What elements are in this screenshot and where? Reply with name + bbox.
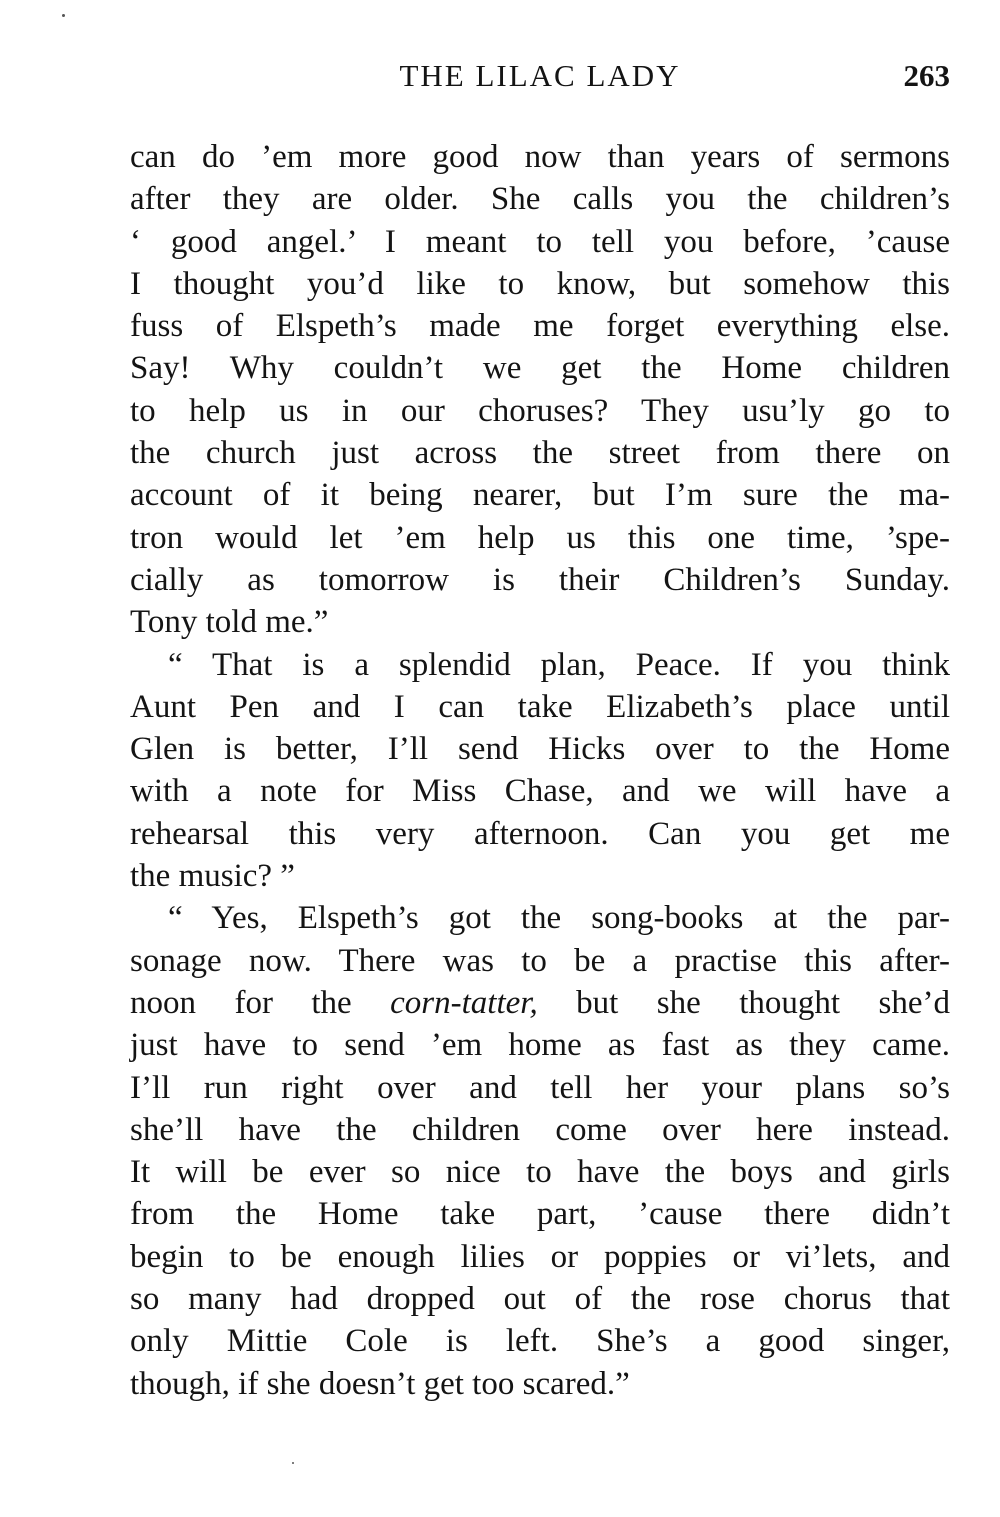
text-line: cially as tomorrow is their Children’s Sunday. [130, 561, 950, 598]
text-line [130, 982, 950, 1024]
text-line: Say! Why couldn’t we get the Home children [130, 350, 950, 387]
text-line: “ That is a splendid plan, Peace. If you think [168, 646, 950, 683]
text-run: noon for the [130, 984, 391, 1021]
text-line: after they are older. She calls you the children’s [130, 181, 950, 218]
text-line: I thought you’d like to know, but somehow this [130, 265, 950, 302]
scan-speck [292, 1462, 294, 1464]
text-line: though, if she doesn’t get too scared.” [130, 1365, 630, 1402]
text-line: with a note for Miss Chase, and we will have a [130, 773, 950, 810]
text-line: sonage now. There was to be a practise this after- [130, 942, 950, 979]
text-line: to help us in our choruses? They usu’ly go to [130, 392, 950, 429]
text-line: account of it being nearer, but I’m sure the ma- [130, 477, 950, 514]
text-line: can do ’em more good now than years of sermons [130, 139, 950, 175]
page-header [130, 58, 950, 102]
text-line: “ Yes, Elspeth’s got the song-books at the par- [168, 900, 950, 937]
text-line: rehearsal this very afternoon. Can you get me [130, 815, 950, 852]
text-line: ‘ good angel.’ I meant to tell you before, ’cause [130, 223, 950, 260]
text-line: Aunt Pen and I can take Elizabeth’s place until [130, 688, 950, 725]
text-line: the music? ” [130, 858, 295, 895]
text-line: Glen is better, I’ll send Hicks over to the Home [130, 731, 950, 768]
text-line: Tony told me.” [130, 604, 329, 641]
text-line: It will be ever so nice to have the boys and girls [130, 1154, 950, 1191]
scan-speck [62, 14, 65, 17]
text-line: I’ll run right over and tell her your plans so’s [130, 1069, 950, 1106]
text-line: the church just across the street from there on [130, 435, 950, 472]
text-line: tron would let ’em help us this one time, ’spe- [130, 519, 950, 556]
body-text [130, 136, 950, 1405]
running-title: THE LILAC LADY [399, 58, 681, 93]
text-line: only Mittie Cole is left. She’s a good singer, [130, 1323, 950, 1360]
page-number: 263 [903, 58, 950, 93]
text-run: but she thought she’d [537, 984, 950, 1021]
text-line: from the Home take part, ’cause there didn’t [130, 1196, 950, 1233]
text-line: begin to be enough lilies or poppies or vi’lets, and [130, 1238, 950, 1275]
text-line: she’ll have the children come over here instead. [130, 1111, 950, 1148]
text-line: fuss of Elspeth’s made me forget everything else. [130, 308, 950, 345]
text-line: so many had dropped out of the rose chorus that [130, 1281, 950, 1318]
italic-phrase: corn-tatter, [390, 984, 538, 1021]
text-line: just have to send ’em home as fast as they came. [130, 1027, 950, 1064]
